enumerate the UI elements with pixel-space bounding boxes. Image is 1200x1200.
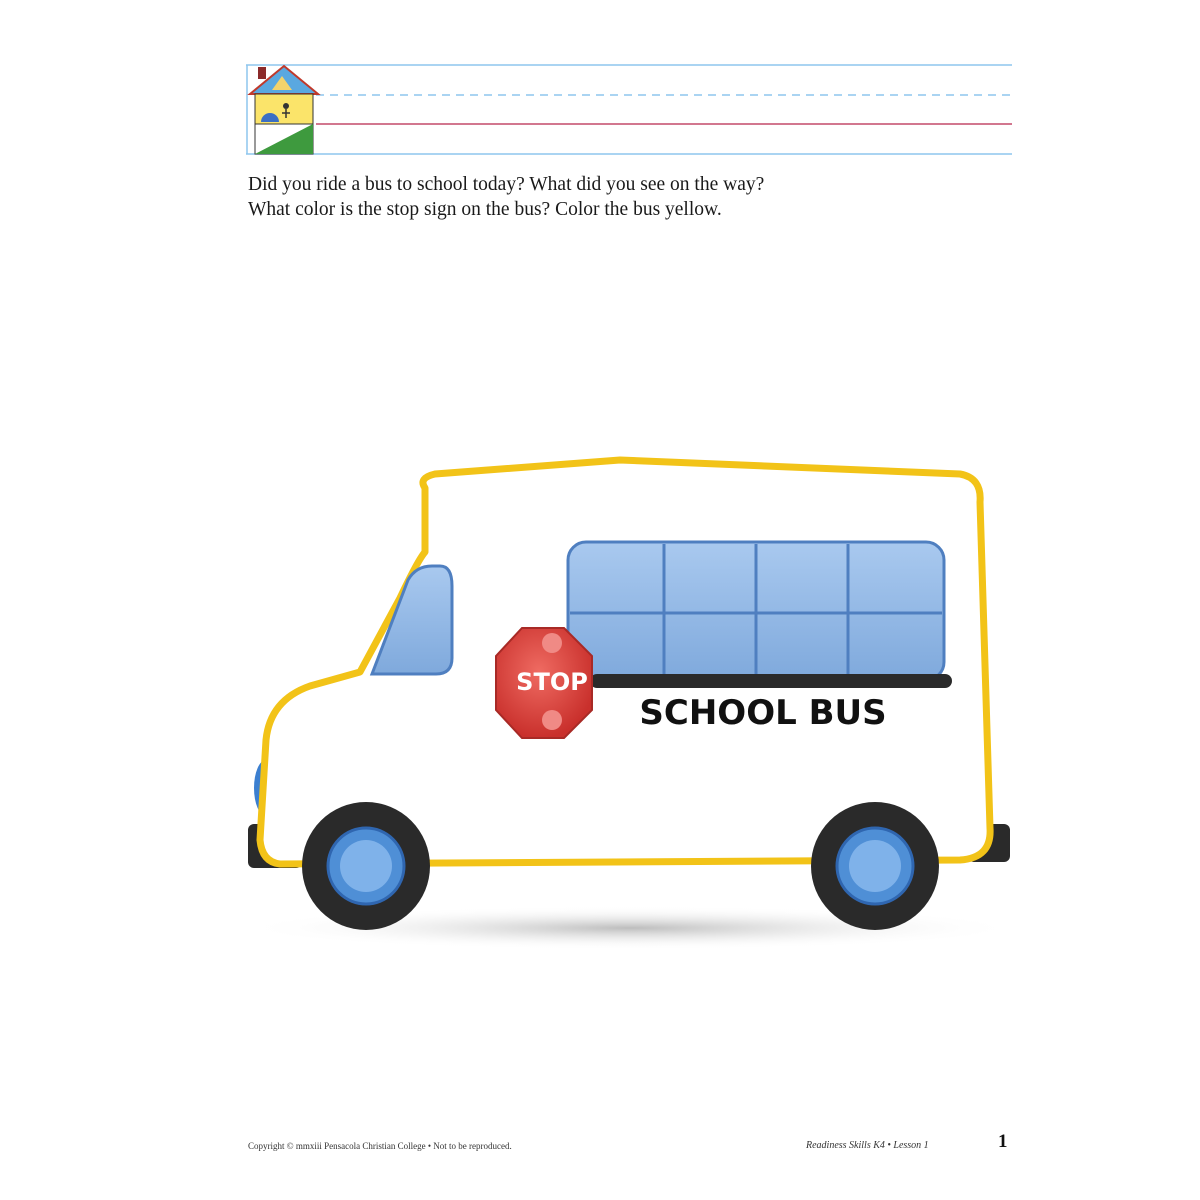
school-bus-illustration — [230, 440, 1030, 960]
front-wheel — [302, 802, 430, 930]
handwriting-guide — [246, 62, 1012, 158]
windshield — [372, 566, 452, 674]
body-stripe — [590, 674, 952, 688]
instruction-line-1: Did you ride a bus to school today? What did you see on the way? — [248, 174, 765, 195]
side-windows — [568, 542, 944, 680]
instructions — [248, 172, 1008, 222]
copyright-notice: Copyright © mmxiii Pensacola Christian College • Not to be reproduced. — [248, 1141, 512, 1151]
stop-sign-text: STOP — [516, 668, 588, 696]
page-number: 1 — [998, 1131, 1008, 1152]
instruction-line-2: What color is the stop sign on the bus? Color the bus yellow. — [248, 199, 722, 220]
course-info: Readiness Skills K4 • Lesson 1 — [806, 1140, 929, 1151]
stop-sign — [496, 628, 592, 738]
house-icon — [250, 66, 318, 154]
school-bus-label: SCHOOL BUS — [639, 693, 887, 733]
rear-wheel — [811, 802, 939, 930]
